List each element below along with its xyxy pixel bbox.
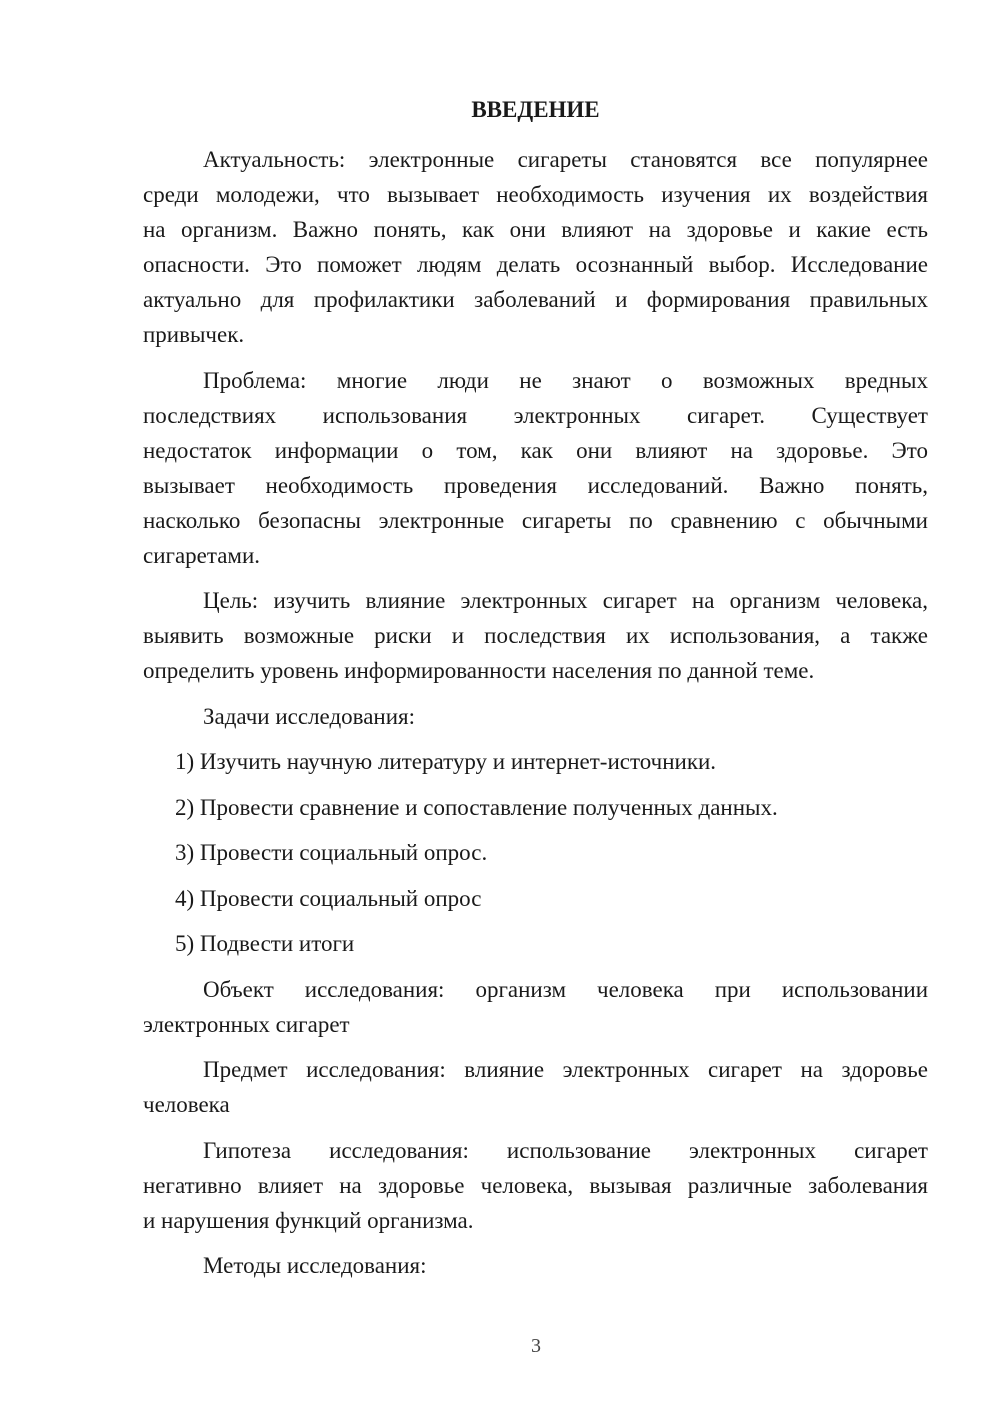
text-line: сигаретами. (143, 542, 261, 568)
text-line: привычек. (143, 322, 245, 347)
text-line: Актуальность: электронные сигареты становятся все популярнее (203, 147, 928, 172)
text-line: Проблема: многие люди не знают о возможных вредных (203, 367, 928, 393)
text-line: определить уровень информированности населения по данной теме. (143, 658, 815, 683)
text-line: негативно влияет на здоровье человека, вызывая различные заболевания (143, 1172, 928, 1198)
text-line: Объект исследования: организм человека при использовании (203, 976, 928, 1002)
task-item: 4) Провести социальный опрос (175, 885, 482, 911)
page-number: 3 (531, 1335, 541, 1357)
text-line: опасности. Это поможет людям делать осознанный выбор. Исследование (143, 252, 928, 277)
text-line: человека (143, 1092, 230, 1117)
text-line: Гипотеза исследования: использование электронных сигарет (203, 1137, 928, 1163)
text-line: Предмет исследования: влияние электронных сигарет на здоровье (203, 1057, 928, 1082)
text-line: актуально для профилактики заболеваний и формирования правильных (143, 287, 928, 312)
paragraph (143, 583, 928, 688)
text-line: недостаток информации о том, как они влияют на здоровье. Это (143, 437, 928, 463)
task-item: 3) Провести социальный опрос. (175, 840, 488, 865)
paragraph (143, 142, 928, 352)
research-definitions (143, 972, 928, 1284)
page-body (143, 92, 928, 1294)
text-line: вызывает необходимость проведения исследований. Важно понять, (143, 472, 928, 498)
paragraph (143, 699, 928, 734)
task-item: 2) Провести сравнение и сопоставление полученных данных. (175, 794, 778, 820)
paragraph (143, 1248, 928, 1283)
text-line: Задачи исследования: (203, 703, 416, 729)
text-line: среди молодежи, что вызывает необходимость изучения их воздействия (143, 182, 928, 207)
text-line: и нарушения функций организма. (143, 1207, 474, 1233)
task-item: 5) Подвести итоги (175, 931, 355, 956)
paragraph (143, 972, 928, 1042)
text-line: последствиях использования электронных сигарет. Существует (143, 402, 928, 428)
text-line: выявить возможные риски и последствия их использования, а также (143, 623, 928, 648)
text-line: электронных сигарет (143, 1011, 350, 1037)
section-title: ВВЕДЕНИЕ (471, 97, 600, 122)
paragraph (143, 1133, 928, 1238)
text-line: Цель: изучить влияние электронных сигарет на организм человека, (203, 588, 928, 613)
task-item: 1) Изучить научную литературу и интернет-источники. (175, 749, 717, 774)
intro-paragraphs (143, 142, 928, 734)
task-list (143, 744, 928, 961)
paragraph (143, 363, 928, 573)
text-line: насколько безопасны электронные сигареты по сравнению с обычными (143, 507, 928, 533)
text-line: Методы исследования: (203, 1253, 427, 1278)
text-line: на организм. Важно понять, как они влияют на здоровье и какие есть (143, 217, 928, 242)
paragraph (143, 1052, 928, 1122)
